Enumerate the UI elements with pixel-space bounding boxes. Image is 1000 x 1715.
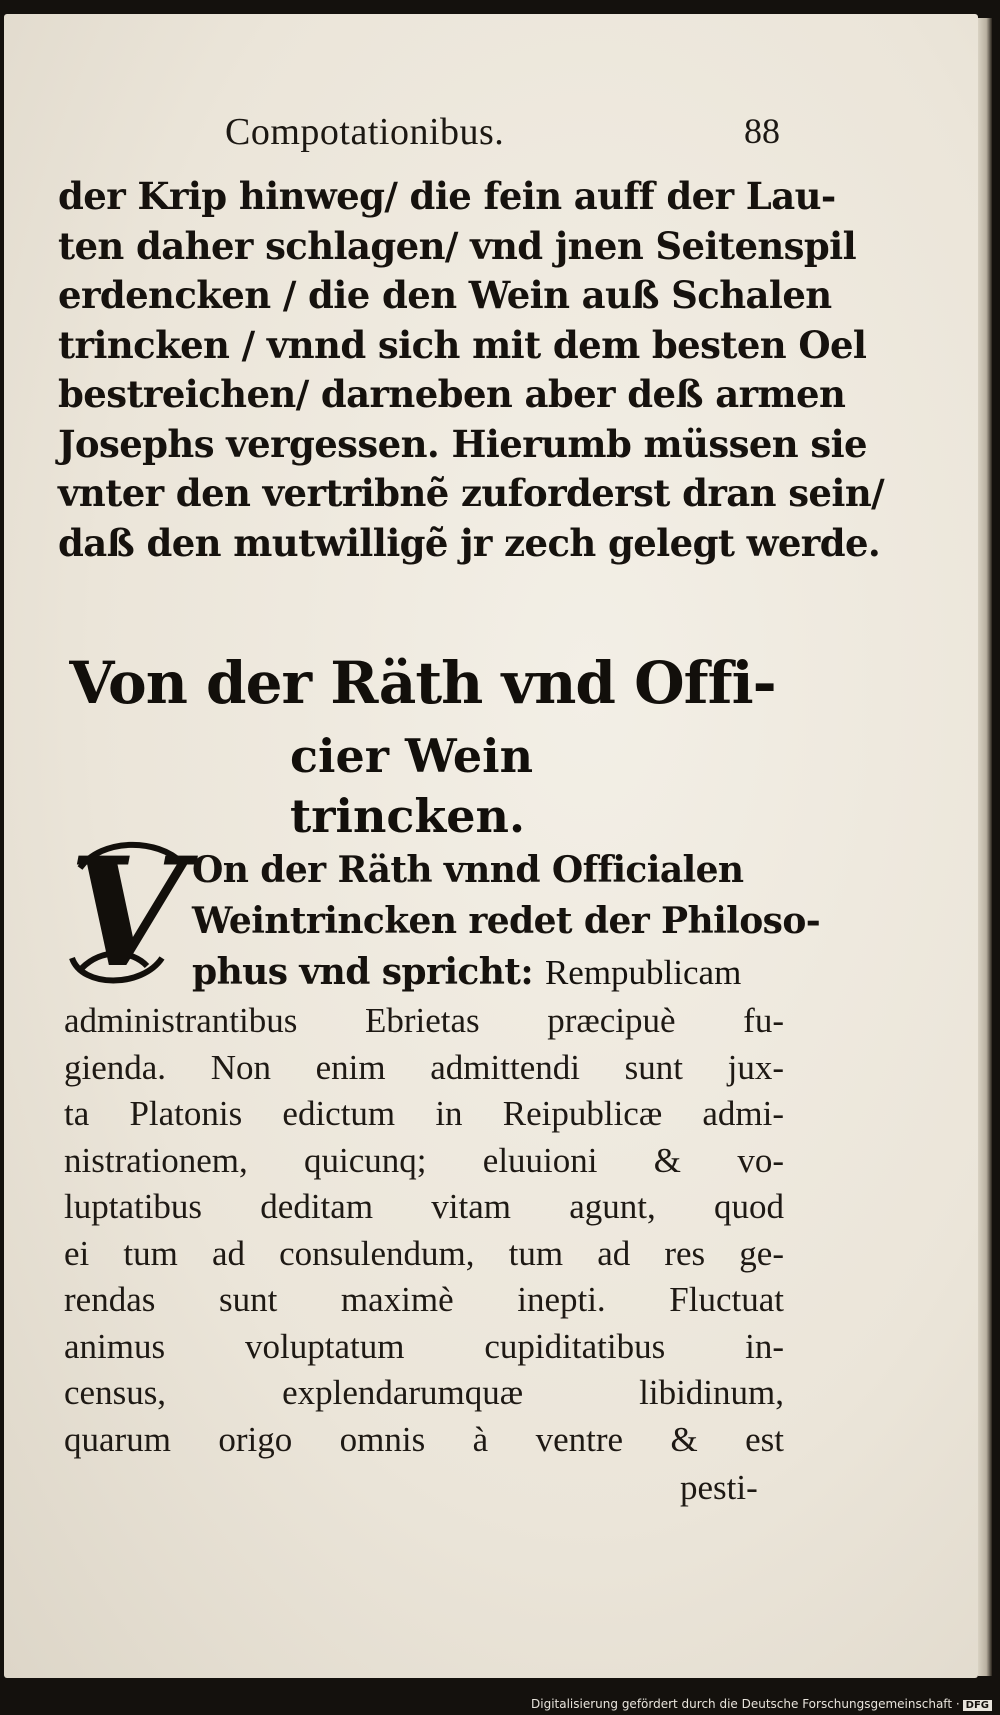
text-line: administrantibus Ebrietas præcipuè fu- xyxy=(64,1001,784,1040)
text-line: vnter den vertribnẽ zuforderst dran sein/ xyxy=(58,471,885,515)
text-line: der Krip hinweg/ die fein auff der Lau- xyxy=(58,174,836,218)
latin-paragraph xyxy=(64,998,784,1463)
catchword: pesti- xyxy=(680,1468,758,1507)
drop-cap-initial: V xyxy=(68,825,186,1001)
text-line: rendas sunt maximè inepti. Fluctuat xyxy=(64,1280,784,1319)
text-line: ten daher schlagen/ vnd jnen Seitenspil xyxy=(58,223,857,268)
text-line: Josephs vergessen. Hierumb müssen sie xyxy=(58,421,867,466)
section-heading-line-1: Von der Räth vnd Offi- xyxy=(69,649,776,717)
intro-fraktur-part: phus vnd spricht: xyxy=(192,951,534,993)
text-line: gienda. Non enim admittendi sunt jux- xyxy=(64,1047,784,1087)
fraktur-paragraph xyxy=(58,172,885,568)
credit-text: Digitalisierung gefördert durch die Deutsche Forschungsgemeinschaft · xyxy=(531,1697,960,1711)
section-heading-line-2: cier Wein trincken. xyxy=(290,729,534,843)
intro-line: On der Räth vnnd Officialen xyxy=(192,849,744,891)
running-head-title: Compotationibus. xyxy=(225,111,505,153)
text-line: luptatibus deditam vitam agunt, quod xyxy=(64,1187,784,1226)
digitization-credit xyxy=(531,1697,992,1711)
page-edge xyxy=(978,18,992,1676)
intro-line-mixed xyxy=(192,948,782,997)
text-line: bestreichen/ darneben aber deß armen xyxy=(58,372,846,416)
text-line: ei tum ad consulendum, tum ad res ge- xyxy=(64,1233,784,1273)
intro-latin-part: Rempublicam xyxy=(544,953,742,992)
text-line: census, explendarumquæ libidinum, xyxy=(64,1373,784,1412)
dfg-logo: DFG xyxy=(963,1700,992,1711)
text-line: daß den mutwilligẽ jr zech gelegt werde. xyxy=(58,520,881,565)
text-line: quarum origo omnis à ventre & est xyxy=(64,1419,784,1459)
intro-line: Weintrincken redet der Philoso- xyxy=(192,900,821,942)
text-line: ta Platonis edictum in Reipublicæ admi- xyxy=(64,1094,784,1133)
text-line: nistrationem, quicunq; eluuioni & vo- xyxy=(64,1140,784,1180)
running-head xyxy=(60,110,780,158)
text-line: erdencken / die den Wein auß Schalen xyxy=(58,273,832,317)
text-line: animus voluptatum cupiditatibus in- xyxy=(64,1326,784,1366)
page-number: 88 xyxy=(744,111,780,151)
text-line: trincken / vnnd sich mit dem besten Oel xyxy=(58,322,867,367)
